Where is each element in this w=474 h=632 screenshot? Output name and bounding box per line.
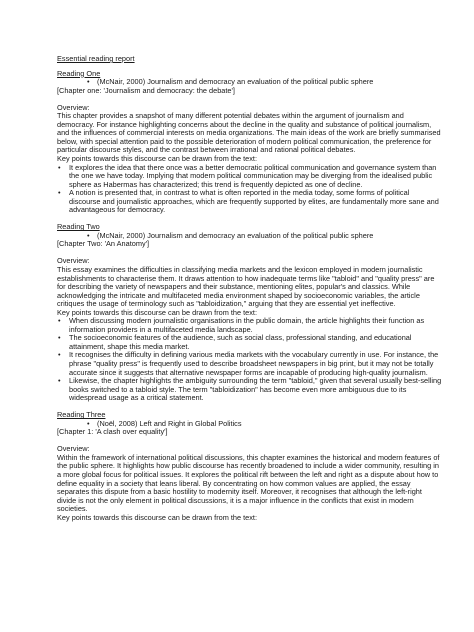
key-point-text: When discussing modern journalistic organisations in the public domain, the article highlights their function as information providers in a multifaceted media landscape. <box>69 316 425 334</box>
reading-two-section <box>57 223 442 402</box>
key-point <box>57 164 442 190</box>
bullet-icon: • <box>58 188 61 198</box>
citation-list <box>57 78 442 87</box>
bullet-icon: • <box>58 162 61 172</box>
key-points-list <box>57 317 442 402</box>
reading-one-section <box>57 70 442 215</box>
key-points-intro: Key points towards this discourse can be drawn from the text: <box>57 512 258 522</box>
bullet-icon: • <box>58 376 61 386</box>
bullet-icon: • <box>58 316 61 326</box>
key-point <box>57 377 442 403</box>
reading-heading: Reading Two <box>57 222 100 232</box>
key-point-text: It recognises the difficulty in defining various media markets with the vocabulary currently in use. For instance, the phrase "quality press" is frequently used to describe broadsheet newspapers in big print, but it may not be totally accurate since it suggests that alternative newspaper forms are incapable of producing high-quality journalism. <box>69 350 439 377</box>
bullet-icon: • <box>87 230 90 240</box>
key-point <box>57 189 442 215</box>
key-points-list <box>57 164 442 215</box>
bullet-icon: • <box>58 333 61 343</box>
citation-text: (McNair, 2000) Journalism and democracy an evaluation of the political public sphere <box>97 77 374 87</box>
citation-list <box>57 232 442 241</box>
key-point-text: A notion is presented that, in contrast to what is often reported in the media today, some forms of political discourse and journalistic approaches, which are frequently supported by elites, are fundamentally more sane and advantageous for democracy. <box>69 188 439 215</box>
overview-label: Overview: <box>57 444 90 454</box>
citation-item <box>57 78 442 87</box>
citation-text: (Noël, 2008) Left and Right in Global Politics <box>97 418 242 428</box>
bullet-icon: • <box>87 77 90 87</box>
chapter-label: [Chapter 1: 'A clash over equality'] <box>57 427 168 437</box>
overview-text: Within the framework of international political discussions, this chapter examines the historical and modern features of the public sphere. It highlights how public discourse has recently broadened to include a wider community, resulting in a more global focus for political issues. It explores the political rift between the left and right as a dispute about how to define equality in a society that leans liberal. By concentrating on how common values are applied, the essay separates this dispute from a basic hostility to modernity itself. Moreover, it recognises that although the left-right divide is not the only element in political discussions, it is a major influence in the conflicts that exist in modern societies. <box>57 452 440 514</box>
citation-list <box>57 420 442 429</box>
bullet-icon: • <box>87 418 90 428</box>
reading-three-section <box>57 411 442 522</box>
key-point-text: It explores the idea that there once was a better democratic political communication and governance system than the one we have today. Implying that modern political communication may be diverging from the idealised public sphere as Habermas has characterized; this trend is frequently depicted as one of decline. <box>69 162 437 189</box>
report-title: Essential reading report <box>57 54 135 63</box>
key-point <box>57 334 442 351</box>
key-point-text: The socioeconomic features of the audience, such as social class, professional standing, and educational attainment, shape this media market. <box>69 333 412 351</box>
chapter-label: [Chapter one: 'Journalism and democracy: the debate'] <box>57 85 235 95</box>
overview-label: Overview: <box>57 256 90 266</box>
reading-heading: Reading Three <box>57 410 106 420</box>
key-point <box>57 317 442 334</box>
overview-label: Overview: <box>57 102 90 112</box>
overview-text: This essay examines the difficulties in classifying media markets and the lexicon employed in modern journalistic establishments to characterise them. It draws attention to how inadequate terms like "tabloid" and "quality press" are for describing the variety of newspapers and their substance, mentioning elites, popular's and classics. While acknowledging the intricate and multifaceted media environment shaped by socioeconomic variables, the article critiques the usage of terminology such as "tabloidization," arguing that they are essential yet ineffective. <box>57 264 435 309</box>
citation-item <box>57 420 442 429</box>
key-point <box>57 351 442 377</box>
key-points-intro: Key points towards this discourse can be drawn from the text: <box>57 153 258 163</box>
bullet-icon: • <box>58 350 61 360</box>
key-points-intro: Key points towards this discourse can be drawn from the text: <box>57 307 258 317</box>
reading-heading: Reading One <box>57 68 101 78</box>
document-page <box>57 55 442 522</box>
chapter-label: [Chapter Two: 'An Anatomy'] <box>57 239 150 249</box>
overview-text: This chapter provides a snapshot of many different potential debates within the argument of journalism and democracy. For instance highlighting concerns about the decline in the quality and substance of political journalism, and the influences of commercial interests on media organizations. The main ideas of the work are briefly summarised below, with special attention paid to the possible deterioration of modern political communication, the preference for particular discourse styles, and the contrast between irrational and rational political debates. <box>57 111 441 155</box>
key-point-text: Likewise, the chapter highlights the ambiguity surrounding the term "tabloid," given that several usually best-selling books switched to a tabloid style. The term "tabloidization" has become even more ambiguous due to its widespread usage as a critical statement. <box>69 376 442 403</box>
citation-text: (McNair, 2000) Journalism and democracy an evaluation of the political public sphere <box>97 230 374 240</box>
citation-item <box>57 232 442 241</box>
